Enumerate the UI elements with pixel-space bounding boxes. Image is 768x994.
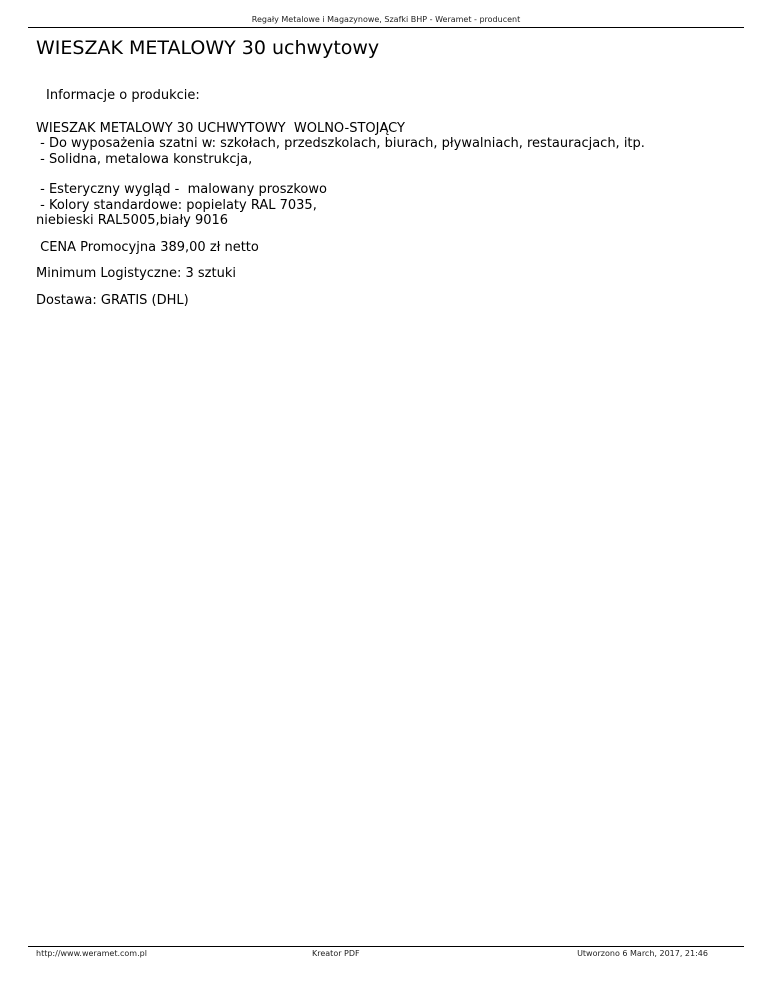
spacer <box>36 104 736 121</box>
footer-divider <box>28 946 744 947</box>
product-description <box>36 88 736 308</box>
spacer <box>36 255 736 266</box>
feature-line: niebieski RAL5005,biały 9016 <box>36 213 229 228</box>
minimum-order-line: Minimum Logistyczne: 3 sztuki <box>36 266 236 281</box>
feature-line: - Kolory standardowe: popielaty RAL 7035, <box>36 197 317 213</box>
footer-generator: Kreator PDF <box>312 949 360 958</box>
feature-line: - Do wyposażenia szatni w: szkołach, przedszkolach, biurach, pływalniach, restauracjach, itp. <box>36 136 645 151</box>
header-divider <box>28 27 744 28</box>
feature-line: - Esteryczny wygląd - malowany proszkowo <box>36 182 327 197</box>
page-header: Regały Metalowe i Magazynowe, Szafki BHP - Weramet - producent <box>251 15 521 24</box>
info-heading: Informacje o produkcie: <box>46 88 200 103</box>
footer-created-date: Utworzono 6 March, 2017, 21:46 <box>577 949 708 958</box>
feature-line: - Solidna, metalowa konstrukcja, <box>36 151 253 167</box>
product-title: WIESZAK METALOWY 30 uchwytowy <box>36 37 380 59</box>
spacer <box>36 167 736 182</box>
delivery-line: Dostawa: GRATIS (DHL) <box>36 292 189 308</box>
product-name-line: WIESZAK METALOWY 30 UCHWYTOWY WOLNO-STOJĄCY <box>36 120 405 136</box>
price-line: CENA Promocyjna 389,00 zł netto <box>36 239 259 255</box>
spacer <box>36 229 736 240</box>
footer-url-link[interactable]: http://www.weramet.com.pl <box>36 949 147 958</box>
spacer <box>36 282 736 293</box>
